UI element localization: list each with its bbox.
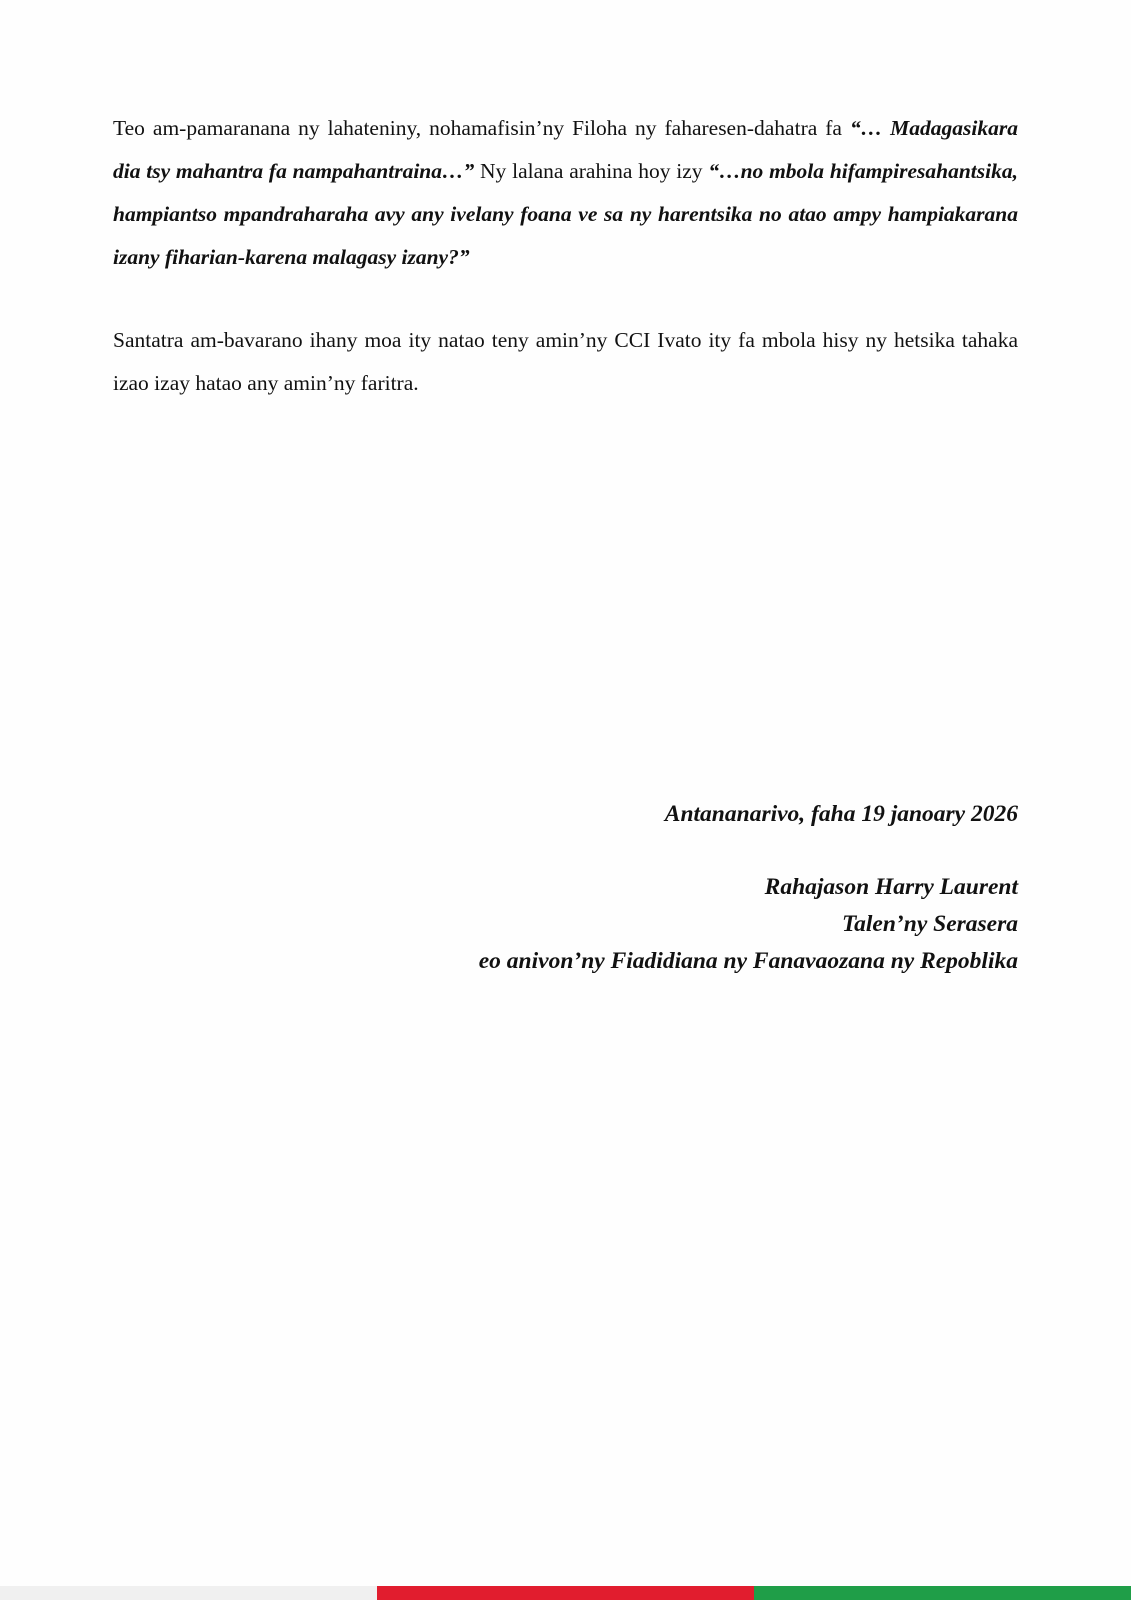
closing-paragraph: Santatra am-bavarano ihany moa ity natao teny amin’ny CCI Ivato ity fa mbola hisy ny hetsika tahaka izao izay hatao any amin’ny faritra. (113, 328, 1018, 395)
body-paragraph (113, 107, 1018, 279)
quote-question: “…no mbola hifampiresahantsika, hampiantso mpandraharaha avy any ivelany foana ve sa ny harentsika no atao ampy hampiakarana izany fiharian-karena malagasy izany?” (113, 159, 1018, 269)
place-and-date: Antananarivo, faha 19 janoary 2026 (664, 801, 1018, 827)
signatory-role: eo anivon’ny Fiadidiana ny Fanavaozana ny Repoblika (478, 948, 1018, 974)
flag-stripe-white (0, 1586, 377, 1600)
flag-stripe-green (754, 1586, 1131, 1600)
quote-madagasikara: “… Madagasikara dia tsy mahantra fa nampahantraina…” (113, 116, 1019, 183)
paragraph-middle: Ny lalana arahina hoy izy (474, 159, 709, 183)
signatory-name: Rahajason Harry Laurent (764, 874, 1018, 900)
paragraph-intro: Teo am-pamaranana ny lahateniny, nohamafisin’ny Filoha ny faharesen-dahatra fa (113, 116, 850, 140)
signatory-title: Talen’ny Serasera (841, 911, 1018, 937)
flag-stripe-red (377, 1586, 754, 1600)
footer-flag-bar (0, 1586, 1131, 1600)
